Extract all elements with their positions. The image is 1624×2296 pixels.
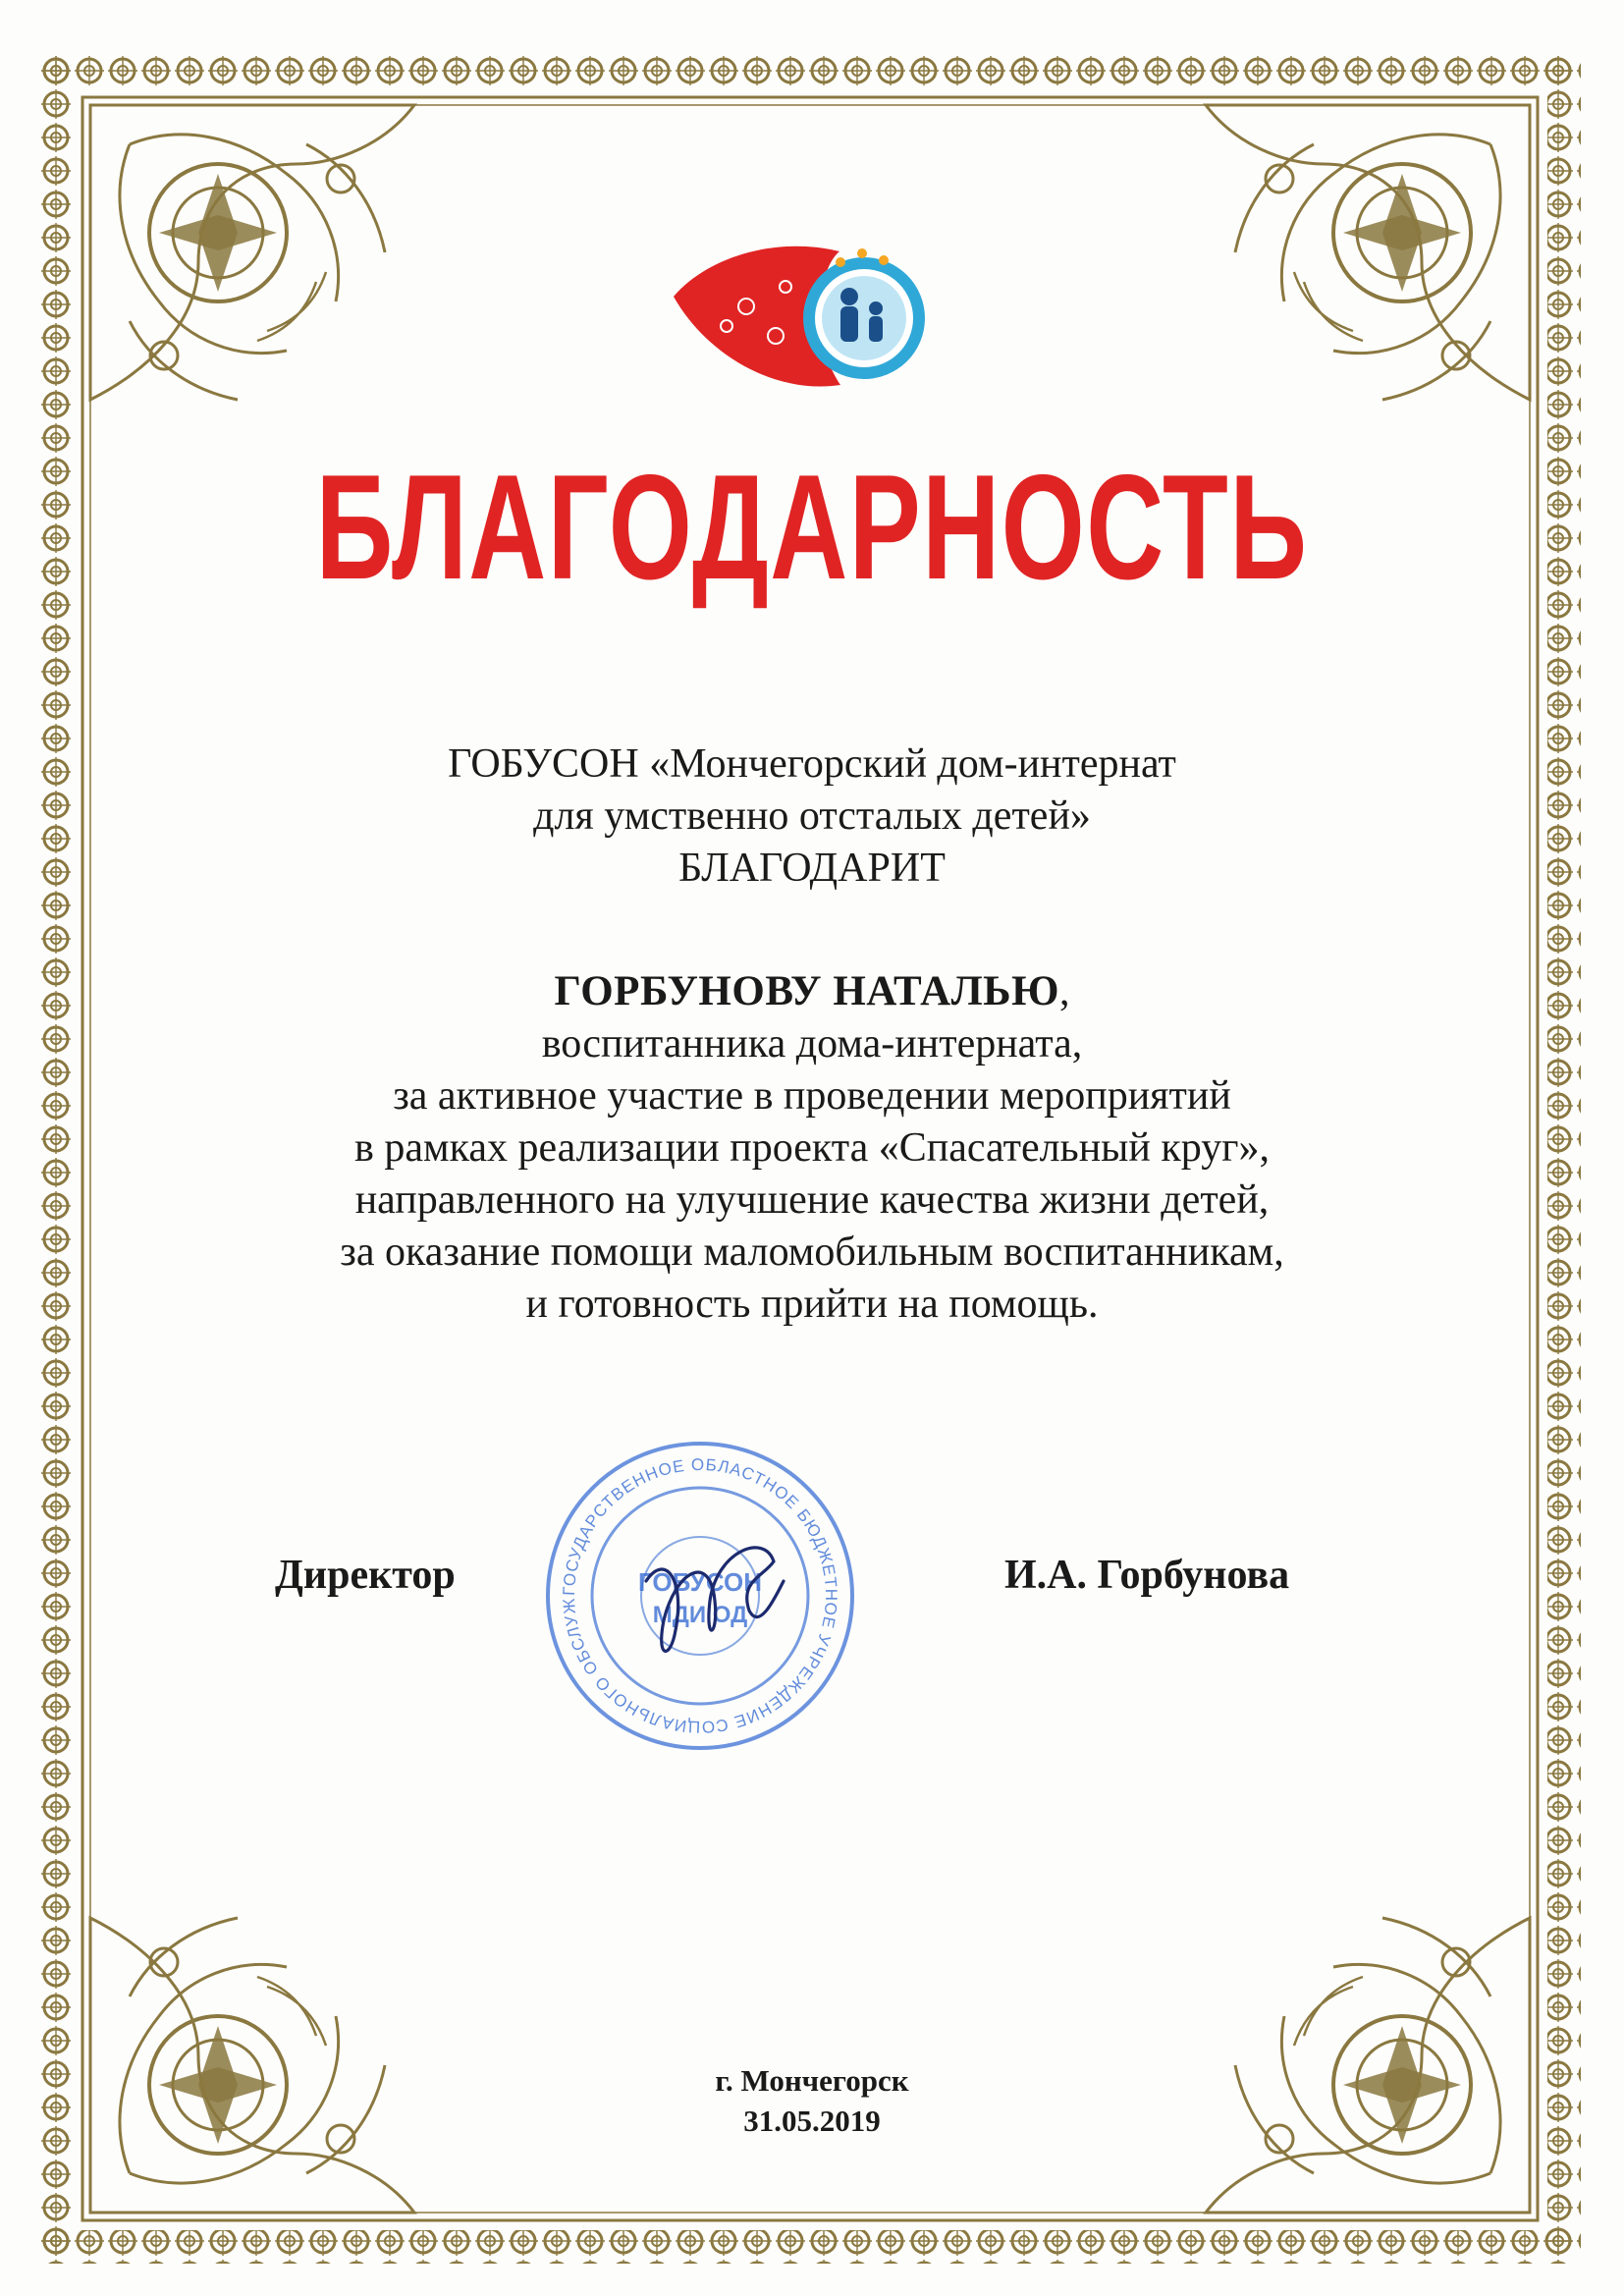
body-line: в рамках реализации проекта «Спасательный круг», [354, 1125, 1270, 1171]
body-line: за активное участие в проведении мероприятий [393, 1073, 1231, 1119]
organization-line: ГОБУСОН «Мончегорский дом-интернат [448, 741, 1176, 787]
organization-logo [668, 228, 933, 395]
thanks-verb: БЛАГОДАРИТ [678, 846, 946, 891]
logo-svg [668, 228, 933, 395]
signer-position: Директор [275, 1553, 456, 1598]
footer [0, 2060, 1624, 2141]
signature-mark [646, 1548, 784, 1651]
signer-name: И.А. Горбунова [1004, 1553, 1290, 1598]
stamp-center-text: ГОБУСОН [638, 1567, 762, 1597]
organization-line: для умственно отсталых детей» [533, 793, 1091, 839]
body-line: и готовность прийти на помощь. [525, 1282, 1099, 1327]
body-line: направленного на улучшение качества жизни детей, [354, 1177, 1270, 1223]
stamp-ring-text: ГОСУДАРСТВЕННОЕ ОБЛАСТНОЕ БЮДЖЕТНОЕ УЧРЕЖДЕНИЕ СОЦИАЛЬНОГО ОБСЛУЖ [559, 1454, 841, 1737]
recipient-name: ГОРБУНОВУ НАТАЛЬЮ [554, 968, 1060, 1014]
organization-block [0, 738, 1624, 895]
stamp-center-text: МДИ ОД [652, 1602, 748, 1628]
recipient-block [0, 965, 1624, 1331]
footer-date: 31.05.2019 [743, 2104, 881, 2138]
recipient-name-suffix: , [1059, 969, 1070, 1014]
official-stamp [538, 1434, 862, 1758]
footer-city: г. Мончегорск [715, 2063, 909, 2098]
stamp-svg [538, 1434, 862, 1758]
body-line: воспитанника дома-интерната, [541, 1021, 1083, 1066]
certificate-heading: БЛАГОДАРНОСТЬ [315, 444, 1309, 611]
body-line: за оказание помощи маломобильным воспитанникам, [340, 1230, 1284, 1275]
